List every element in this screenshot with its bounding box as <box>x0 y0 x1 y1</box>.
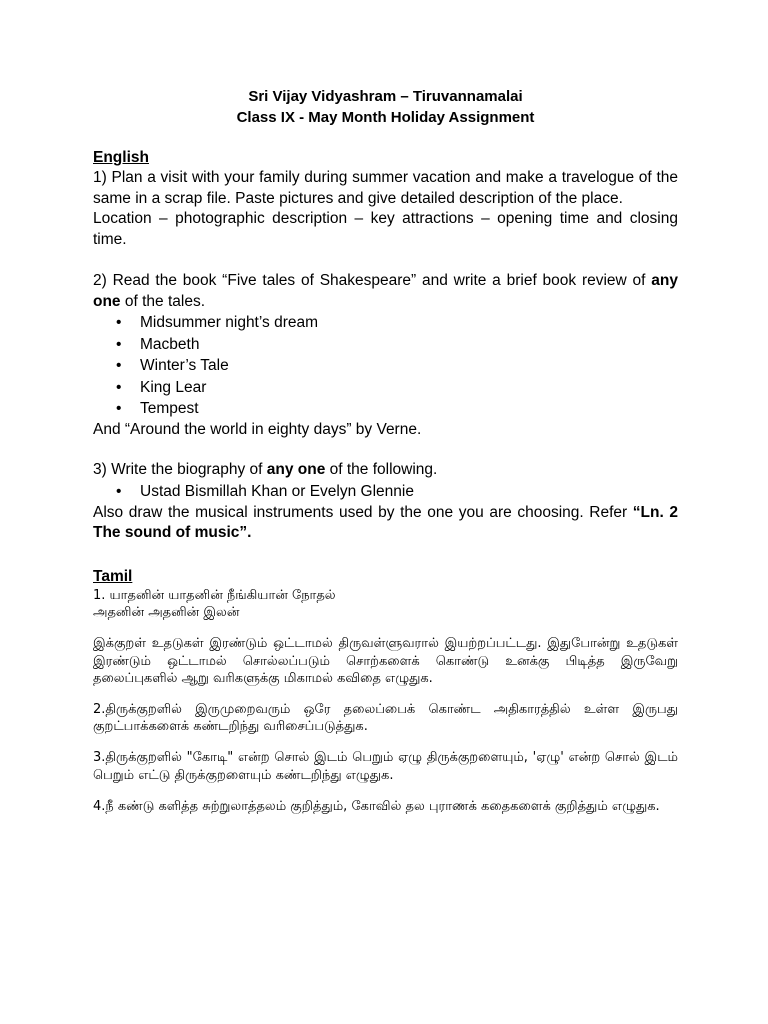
english-q2-extra: And “Around the world in eighty days” by Verne. <box>93 420 422 438</box>
document-page <box>93 86 678 815</box>
list-item: • Ustad Bismillah Khan or Evelyn Glennie <box>116 483 414 501</box>
tamil-q3: 3.திருக்குறளில் "கோடி" என்ற சொல் இடம் பெறும் ஏழு திருக்குறளையும், 'ஏழு' என்ற சொல் இடம் பெறும் எட்டு திருக்குறளையும் கண்டறிந்து எழுதுக. <box>93 750 678 783</box>
shakespeare-tales-list <box>93 312 678 420</box>
biography-list <box>93 481 678 503</box>
list-item: • Tempest <box>116 400 199 418</box>
english-q1-text: 1) Plan a visit with your family during summer vacation and make a travelogue of the same in a scrap file. Paste pictures and give detailed description of the place. <box>93 169 678 207</box>
list-item: • Winter’s Tale <box>116 357 229 375</box>
school-title: Sri Vijay Vidyashram – Tiruvannamalai <box>248 88 523 105</box>
english-q1-note: Location – photographic description – key attractions – opening time and closing time. <box>93 210 678 249</box>
q2-emphasis: any one <box>93 271 678 310</box>
list-item: • Macbeth <box>116 335 200 353</box>
english-q3-text: 3) Write the biography of any one of the following. <box>93 461 438 479</box>
tamil-q1-line1: 1. யாதனின் யாதனின் நீங்கியான் நோதல் <box>93 588 336 604</box>
assignment-title: Class IX - May Month Holiday Assignment <box>236 109 535 126</box>
tamil-q1-paragraph: இக்குறள் உதடுகள் இரண்டும் ஒட்டாமல் திருவள்ளுவரால் இயற்றப்பட்டது. இதுபோன்று உதடுகள் இரண்டும் ஒட்டாமல் சொல்லப்படும் சொற்களைக் கொண்டு உனக்கு பிடித்த இருவேறு தலைப்புகளில் ஆறு வரிகளுக்கு மிகாமல் கவிதை எழுதுக. <box>93 636 678 686</box>
english-q2-text: 2) Read the book “Five tales of Shakespeare” and write a brief book review of any one of the tales. <box>93 271 678 310</box>
list-item: • Midsummer night’s dream <box>116 314 319 332</box>
q3-emphasis: any one <box>266 461 326 479</box>
english-heading: English <box>93 149 149 166</box>
tamil-q4: 4.நீ கண்டு களித்த சுற்றுலாத்தலம் குறித்தும், கோவில் தல புராணக் கதைகளைக் குறித்தும் எழுதுக. <box>93 798 660 814</box>
tamil-heading: Tamil <box>93 568 133 586</box>
tamil-q2: 2.திருக்குறளில் இருமுறைவரும் ஒரே தலைப்பைக் கொண்ட அதிகாரத்தில் உள்ள இருபது குறட்பாக்களைக் கண்டறிந்து வரிசைப்படுத்துக. <box>93 702 678 735</box>
english-q3-note: Also draw the musical instruments used by the one you are choosing. Refer “Ln. 2 The sound of music”. <box>93 503 679 542</box>
tamil-q1-line2: அதனின் அதனின் இலன் <box>93 605 240 621</box>
q3-reference: “Ln. 2 The sound of music”. <box>93 503 679 542</box>
list-item: • King Lear <box>116 378 207 396</box>
